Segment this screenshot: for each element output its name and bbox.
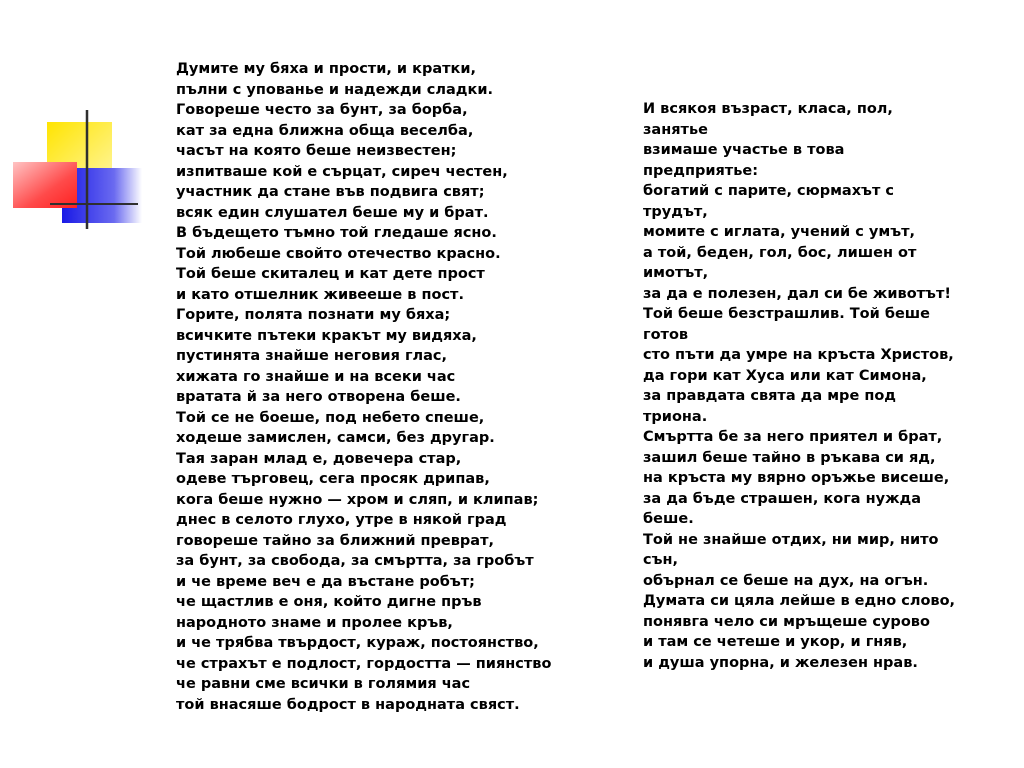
red-square — [13, 162, 77, 208]
poem-left-column: Думите му бяха и прости, и кратки, пълни с упованье и надежди сладки. Говореше често за бунт, за борба, кат за една ближна обща веселба, часът на която беше неизвестен; изпитваше кой е сърцат, сиреч честен, участник да стане във подвига свят; всяк един слушател беше му и брат. В бъдещето тъмно той гледаше ясно. Той любеше свойто отечество красно. Той беше скиталец и кат дете прост и като отшелник живееше в пост. Горите, полята познати му бяха; всичките пътеки кракът му видяха, пустинята знайше неговия глас, хижата го знайше и на всеки час вратата й за него отворена беше. Той се не боеше, под небето спеше, ходеше замислен, самси, без другар. Тая заран млад е, довечера стар, одеве търговец, сега просяк дрипав, кога беше нужно — хром и сляп, и клипав; днес в селото глухо, утре в някой град говореше тайно за ближний преврат, за бунт, за свобода, за смъртта, за гробът и че време веч е да въстане робът; че щастлив е оня, който дигне пръв народното знаме и пролее кръв, и че трябва твърдост, кураж, постоянство, че страхът е подлост, гордостта — пиянство че равни сме всички в голямия час той внасяше бодрост в народната свяст. — [176, 61, 552, 713]
corner-decoration — [0, 0, 150, 240]
poem-right-column: И всякоя възраст, класа, пол, занятье взимаше участье в това предприятье: богатий с парите, сюрмахът с трудът, момите с иглата, учений с умът, а той, беден, гол, бос, лишен от имотът, за да е полезен, дал си бе животът! Той беше безстрашлив. Той беше готов сто пъти да умре на кръста Христов, да гори кат Хуса или кат Симона, за правдата свята да мре под триона. Смъртта бе за него приятел и брат, зашил беше тайно в ръкава си яд, на кръста му вярно оръжье висеше, за да бъде страшен, кога нужда беше. Той не знайше отдих, ни мир, нито сън, обърнал се беше на дух, на огън. Думата си цяла лейше в едно слово, понявга чело си мръщеше сурово и там се четеше и укор, и гняв, и душа упорна, и железен нрав. — [643, 101, 956, 671]
